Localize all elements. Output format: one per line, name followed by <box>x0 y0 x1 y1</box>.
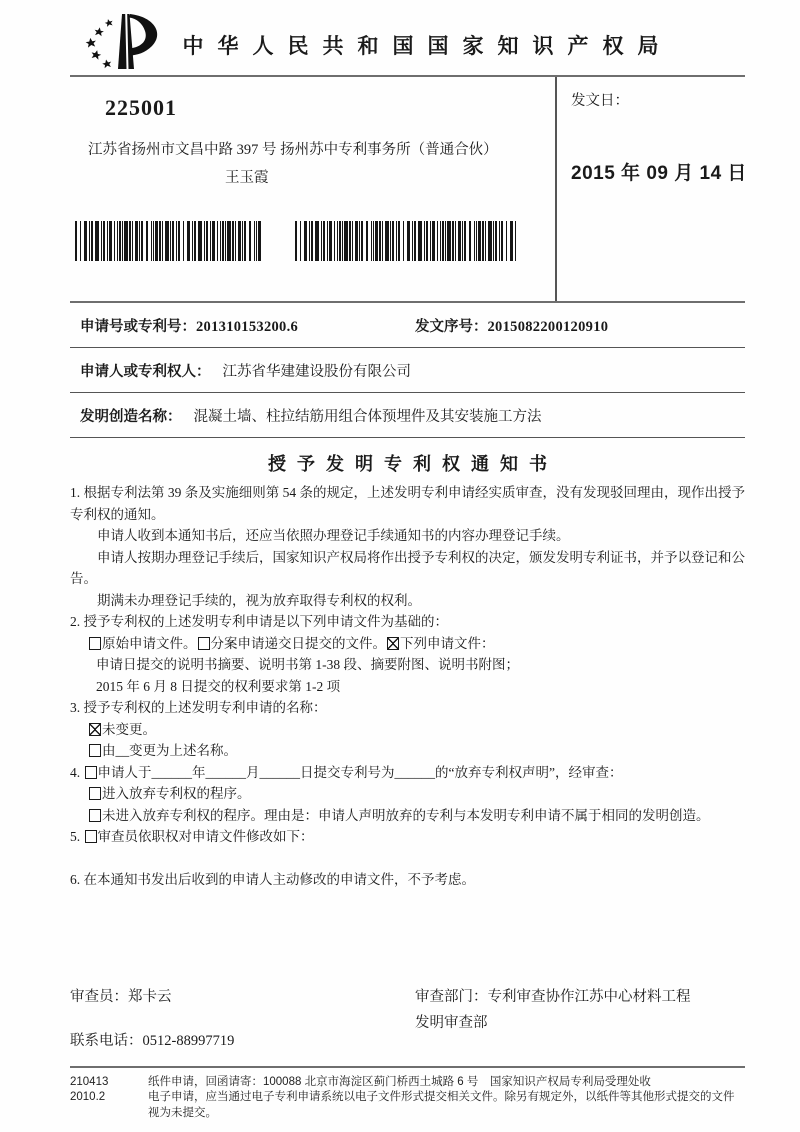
notice-line <box>70 805 745 827</box>
notice-text: 申请人收到本通知书后，还应当依照办理登记手续通知书的内容办理登记手续。 <box>97 528 570 543</box>
notice-line <box>70 697 745 719</box>
checkbox-checked-icon <box>387 637 399 650</box>
document-header <box>70 0 745 77</box>
signoff-section <box>70 985 745 1050</box>
department-line2: 发明审查部 <box>415 1014 488 1031</box>
dispatch-date-value: 2015 年 09 月 14 日 <box>571 163 747 184</box>
application-no-value: 201310153200.6 <box>196 319 299 335</box>
form-code-year: 2010.2 <box>70 1091 106 1103</box>
notice-text: 原始申请文件。 <box>102 635 197 651</box>
notice-title: 授予发明专利权通知书 <box>268 454 558 474</box>
phone-label: 联系电话： <box>70 1032 143 1049</box>
checkbox-checked-icon <box>89 723 101 736</box>
form-code: 210413 <box>70 1075 109 1088</box>
notice-text: 申请日提交的说明书摘要、说明书第 1-38 段、摘要附图、说明书附图； <box>96 657 519 672</box>
notice-text: 未变更。 <box>102 721 156 737</box>
applicant-value: 江苏省华建建设股份有限公司 <box>222 364 411 380</box>
recipient-address: 江苏省扬州市文昌中路 397 号 扬州苏中专利事务所（普通合伙） <box>88 142 498 158</box>
footer-section <box>70 1066 745 1122</box>
notice-text: 下列申请文件： <box>400 635 495 651</box>
notice-line <box>70 848 745 870</box>
notice-text: 未进入放弃专利权的程序。理由是：申请人声明放弃的专利与本发明专利申请不属于相同的发明创造。 <box>102 807 710 823</box>
dispatch-date-label: 发文日： <box>571 93 629 109</box>
notice-line <box>70 654 745 676</box>
notice-line <box>70 783 745 805</box>
invention-title-row <box>70 393 745 438</box>
serial-no-label: 发文序号： <box>415 319 488 335</box>
checkbox-empty-icon <box>85 766 97 779</box>
postal-code: 225001 <box>105 95 177 120</box>
checkbox-empty-icon <box>89 744 101 757</box>
barcode-group <box>75 221 555 261</box>
examiner-label: 审查员： <box>70 988 128 1005</box>
invention-title-value: 混凝土墙、柱拉结筋用组合体预埋件及其安装施工方法 <box>193 409 542 425</box>
barcode-left <box>75 221 265 261</box>
application-number-row <box>70 303 745 348</box>
notice-line <box>70 869 745 891</box>
notice-text: 4. <box>70 764 84 780</box>
notice-line <box>70 740 745 762</box>
agency-title: 中华人民共和国国家知识产权局 <box>182 34 673 58</box>
phone-line <box>70 1029 415 1050</box>
notice-text: 审查员依职权对申请文件修改如下： <box>97 829 314 844</box>
notice-line <box>70 482 745 525</box>
notice-text: 2015 年 6 月 8 日提交的权利要求第 1-2 项 <box>96 678 341 694</box>
notice-text: 分案申请递交日提交的文件。 <box>210 635 386 651</box>
notice-text: 1. 根据专利法第 39 条及实施细则第 54 条的规定，上述发明专利申请经实质审查，没有发现驳回理由，现作出授予专利权的通知。 <box>70 485 745 522</box>
notice-text: 申请人按期办理登记手续后，国家知识产权局将作出授予专利权的决定，颁发发明专利证书，并予以登记和公告。 <box>70 549 745 586</box>
notice-text: 申请人于______年______月______日提交专利号为______的“放弃专利权声明”，经审查： <box>97 764 623 780</box>
department-line1 <box>415 985 745 1006</box>
applicant-row <box>70 348 745 393</box>
recipient-name: 王玉霞 <box>225 170 269 186</box>
department-label: 审查部门： <box>415 988 488 1005</box>
barcode-right <box>295 221 520 261</box>
notice-line <box>70 590 745 612</box>
notice-line <box>70 611 745 633</box>
examiner-line <box>70 985 415 1006</box>
notice-text: 6. 在本通知书发出后收到的申请人主动修改的申请文件，不予考虑。 <box>70 872 475 887</box>
notice-line <box>70 762 745 784</box>
notice-line <box>70 676 745 698</box>
checkbox-empty-icon <box>85 830 97 843</box>
department-value: 专利审查协作江苏中心材料工程 <box>487 988 691 1005</box>
applicant-label: 申请人或专利权人： <box>80 364 211 380</box>
notice-text: 5. <box>70 829 84 844</box>
phone-value: 0512-88997719 <box>142 1032 235 1049</box>
notice-text: 期满未办理登记手续的，视为放弃取得专利权的权利。 <box>97 592 421 608</box>
notice-line <box>70 525 745 547</box>
footer-note-electronic: 电子申请，应当通过电子专利申请系统以电子文件形式提交相关文件。除另有规定外，以纸件等其他形式提交的文件视为未提交。 <box>148 1091 735 1119</box>
checkbox-empty-icon <box>89 787 101 800</box>
serial-no-value: 2015082200120910 <box>487 319 609 335</box>
notice-line <box>70 633 745 655</box>
dispatch-date-box <box>555 77 745 301</box>
notice-text: 3. 授予专利权的上述发明专利申请的名称： <box>70 700 327 715</box>
addressee-section <box>70 77 745 303</box>
notice-line <box>70 547 745 590</box>
cnipa-logo <box>52 10 172 76</box>
invention-title-label: 发明创造名称： <box>80 409 182 425</box>
checkbox-empty-icon <box>89 809 101 822</box>
notice-text: 进入放弃专利权的程序。 <box>102 786 251 801</box>
notice-text: 由__变更为上述名称。 <box>102 743 237 758</box>
checkbox-empty-icon <box>198 637 210 650</box>
checkbox-empty-icon <box>89 637 101 650</box>
footer-note-paper: 纸件申请，回函请寄：100088 北京市海淀区蓟门桥西土城路 6 号 国家知识产权局专利局受理处收 <box>148 1075 651 1088</box>
application-no-label: 申请号或专利号： <box>80 319 196 335</box>
notice-text: 2. 授予专利权的上述发明专利申请是以下列申请文件为基础的： <box>70 614 448 629</box>
examiner-name: 郑卡云 <box>128 988 172 1005</box>
notice-line <box>70 826 745 848</box>
notice-line <box>70 719 745 741</box>
notice-body <box>70 482 745 891</box>
